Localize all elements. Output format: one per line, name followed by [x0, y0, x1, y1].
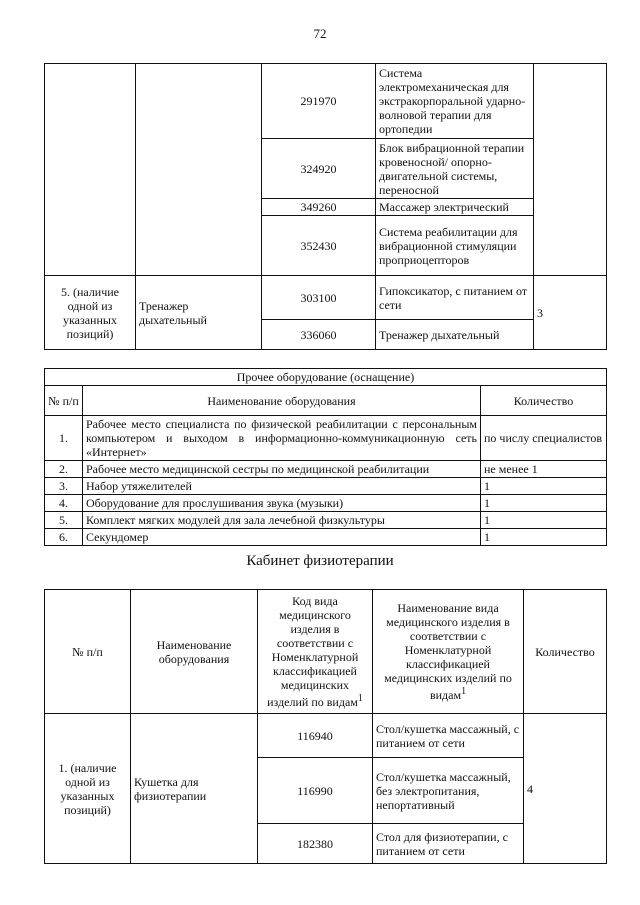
- empty-cell: [534, 64, 607, 276]
- equipment-cell: Кушетка для физиотерапии: [131, 714, 258, 864]
- other-equipment-table: [44, 368, 607, 546]
- name-cell: Система реабилитации для вибрационной стимуляции проприоцепторов: [376, 216, 534, 276]
- row-quantity: 1: [481, 478, 607, 495]
- quantity-cell: 3: [534, 276, 607, 350]
- row-num: 2.: [45, 461, 83, 478]
- table-row: [45, 416, 607, 461]
- page-number: 72: [313, 26, 327, 41]
- group-index-cell: 1. (наличие одной из указанных позиций): [45, 714, 131, 864]
- row-num: 6.: [45, 529, 83, 546]
- header-num: № п/п: [45, 386, 83, 416]
- code-cell: 116940: [258, 714, 373, 758]
- name-cell: Система электромеханическая для экстракорпоральной ударно-волновой терапии для ортопедии: [376, 64, 534, 139]
- code-cell: 336060: [262, 320, 376, 350]
- name-cell: Блок вибрационной терапии кровеносной/ опорно-двигательной системы, переносной: [376, 139, 534, 199]
- row-quantity: не менее 1: [481, 461, 607, 478]
- code-cell: 349260: [262, 199, 376, 216]
- physiotherapy-table: [44, 589, 607, 864]
- header-name: Наименование оборудования: [83, 386, 481, 416]
- quantity-cell: 4: [524, 714, 607, 864]
- header-code: [258, 590, 373, 714]
- header-name: [373, 590, 524, 714]
- code-cell: 324920: [262, 139, 376, 199]
- header-num: № п/п: [45, 590, 131, 714]
- empty-cell: [45, 64, 136, 276]
- row-num: 5.: [45, 512, 83, 529]
- row-quantity: по числу специалистов: [481, 416, 607, 461]
- row-num: 4.: [45, 495, 83, 512]
- row-name: Рабочее место специалиста по физической реабилитации с персональным компьютером и выходом в информационно-коммуникационную сеть «Интернет»: [83, 416, 481, 461]
- name-cell: Массажер электрический: [376, 199, 534, 216]
- header-code-text: Код вида медицинского изделия в соответствии с Номенклатурной классификацией медицинских изделий по видам: [267, 594, 359, 709]
- code-cell: 182380: [258, 824, 373, 864]
- header-quantity: Количество: [481, 386, 607, 416]
- section-title: Кабинет физиотерапии: [246, 553, 394, 569]
- group-index-cell: 5. (наличие одной из указанных позиций): [45, 276, 136, 350]
- code-cell: 303100: [262, 276, 376, 320]
- name-cell: Стол/кушетка массажный, с питанием от сети: [373, 714, 524, 758]
- name-cell: Гипоксикатор, с питанием от сети: [376, 276, 534, 320]
- equipment-table-continued: [44, 63, 607, 350]
- header-name-text: Наименование вида медицинского изделия в соответствии с Номенклатурной классификацией медицинских изделий по видам: [384, 601, 512, 702]
- row-name: Набор утяжелителей: [83, 478, 481, 495]
- footnote-mark: 1: [357, 693, 363, 704]
- code-cell: 291970: [262, 64, 376, 139]
- row-num: 3.: [45, 478, 83, 495]
- table-row: [45, 64, 607, 139]
- table-row: [45, 529, 607, 546]
- table-row: [45, 461, 607, 478]
- header-equipment: Наименование оборудования: [131, 590, 258, 714]
- name-cell: Стол для физиотерапии, с питанием от сети: [373, 824, 524, 864]
- table-row: [45, 478, 607, 495]
- row-quantity: 1: [481, 512, 607, 529]
- table-row: [45, 276, 607, 320]
- table-row: [45, 495, 607, 512]
- footnote-mark: 1: [461, 686, 467, 697]
- row-name: Комплект мягких модулей для зала лечебной физкультуры: [83, 512, 481, 529]
- code-cell: 352430: [262, 216, 376, 276]
- row-name: Секундомер: [83, 529, 481, 546]
- row-quantity: 1: [481, 529, 607, 546]
- table-title: Прочее оборудование (оснащение): [45, 369, 607, 386]
- equipment-cell: Тренажер дыхательный: [136, 276, 262, 350]
- row-num: 1.: [45, 416, 83, 461]
- row-quantity: 1: [481, 495, 607, 512]
- code-cell: 116990: [258, 758, 373, 824]
- table-row: [45, 714, 607, 758]
- row-name: Рабочее место медицинской сестры по медицинской реабилитации: [83, 461, 481, 478]
- table-row: [45, 512, 607, 529]
- name-cell: Стол/кушетка массажный, без электропитания, непортативный: [373, 758, 524, 824]
- empty-cell: [136, 64, 262, 276]
- header-quantity: Количество: [524, 590, 607, 714]
- row-name: Оборудование для прослушивания звука (музыки): [83, 495, 481, 512]
- name-cell: Тренажер дыхательный: [376, 320, 534, 350]
